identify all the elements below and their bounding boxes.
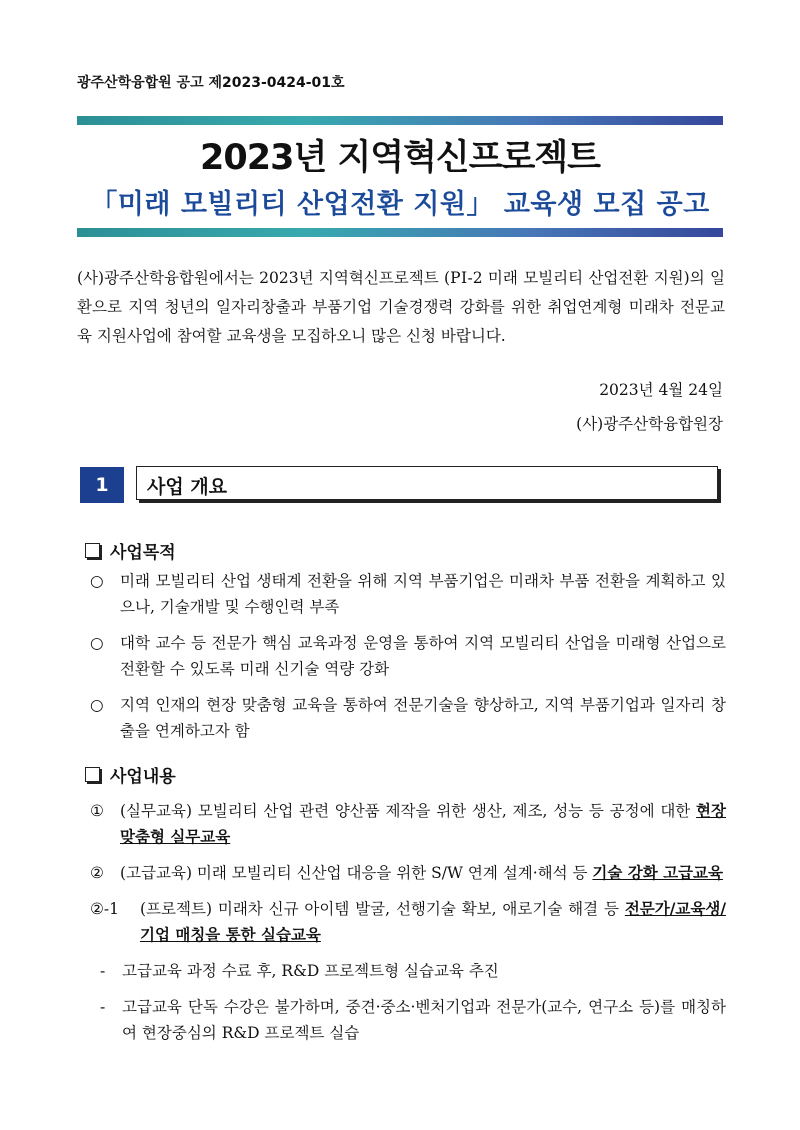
numbered-marker: ②-1 <box>90 900 119 918</box>
item-plain-text: (고급교육) 미래 모빌리티 신산업 대응을 위한 S/W 연계 설계·해석 등 <box>120 864 593 882</box>
list-item <box>100 994 726 1046</box>
notice-date: 2023년 4월 24일 <box>599 381 723 399</box>
subsection-content <box>85 762 176 787</box>
subsection-content-heading: 사업내용 <box>110 767 176 787</box>
list-item <box>90 692 726 744</box>
title-top-bar <box>77 116 723 125</box>
numbered-marker: ② <box>90 864 104 882</box>
item-emphasis-text: 전문가/교육생/기업 매칭을 통한 실습교육 <box>140 899 726 944</box>
page-subtitle: 「미래 모빌리티 산업전환 지원」 교육생 모집 공고 <box>90 189 710 220</box>
circle-bullet-icon: ○ <box>90 572 104 590</box>
checkbox-icon <box>85 767 100 782</box>
item-plain-text: (실무교육) 모빌리티 산업 관련 양산품 제작을 위한 생산, 제조, 성능 등 공정에 대한 <box>120 802 697 820</box>
list-item-text <box>120 798 726 850</box>
circle-bullet-icon: ○ <box>90 634 104 652</box>
list-item-text <box>120 860 726 886</box>
content-list <box>90 798 726 1056</box>
list-item-text: 지역 인재의 현장 맞춤형 교육을 통하여 전문기술을 향상하고, 지역 부품기업과 일자리 창출을 연계하고자 함 <box>120 696 726 740</box>
subsection-purpose-heading: 사업목적 <box>110 543 176 563</box>
list-item <box>90 630 726 682</box>
list-item <box>90 860 726 886</box>
checkbox-icon <box>85 543 100 558</box>
list-item <box>90 568 726 620</box>
circle-bullet-icon: ○ <box>90 696 104 714</box>
list-item-text: 미래 모빌리티 산업 생태계 전환을 위해 지역 부품기업은 미래차 부품 전환을 계획하고 있으나, 기술개발 및 수행인력 부족 <box>120 572 726 616</box>
list-item-text: 대학 교수 등 전문가 핵심 교육과정 운영을 통하여 지역 모빌리티 산업을 미래형 산업으로 전환할 수 있도록 미래 신기술 역량 강화 <box>120 634 726 678</box>
item-plain-text: (프로젝트) 미래차 신규 아이템 발굴, 선행기술 확보, 애로기술 해결 등 <box>140 900 625 918</box>
list-item-text: 고급교육 과정 수료 후, R&D 프로젝트형 실습교육 추진 <box>122 962 499 980</box>
notice-signer: (사)광주산학융합원장 <box>576 415 723 433</box>
dash-marker: - <box>100 998 106 1016</box>
list-item <box>90 798 726 850</box>
numbered-marker: ① <box>90 802 104 820</box>
notice-number: 광주산학융합원 공고 제2023-0424-01호 <box>77 75 345 91</box>
section-number-badge: 1 <box>80 467 124 503</box>
purpose-list <box>90 568 726 754</box>
title-bottom-bar <box>77 228 723 237</box>
item-emphasis-text: 기술 강화 고급교육 <box>592 863 723 882</box>
section-title: 사업 개요 <box>147 476 228 498</box>
list-item <box>90 896 726 948</box>
item-emphasis-text: 현장 맞춤형 실무교육 <box>120 801 726 846</box>
list-item-text <box>140 896 726 948</box>
subsection-purpose <box>85 538 176 563</box>
dash-marker: - <box>100 962 106 980</box>
page-title: 2023년 지역혁신프로젝트 <box>200 138 600 178</box>
list-item <box>100 958 726 984</box>
intro-paragraph: (사)광주산학융합원에서는 2023년 지역혁신프로젝트 (PⅠ-2 미래 모빌리티 산업전환 지원)의 일환으로 지역 청년의 일자리창출과 부품기업 기술경쟁력 강화를 위한 취업연계형 미래차 전문교육 지원사업에 참여할 교육생을 모집하오니 많은 신청 바랍니다. <box>77 269 725 345</box>
list-item-text: 고급교육 단독 수강은 불가하며, 중견·중소·벤처기업과 전문가(교수, 연구소 등)를 매칭하여 현장중심의 R&D 프로젝트 실습 <box>122 998 726 1042</box>
